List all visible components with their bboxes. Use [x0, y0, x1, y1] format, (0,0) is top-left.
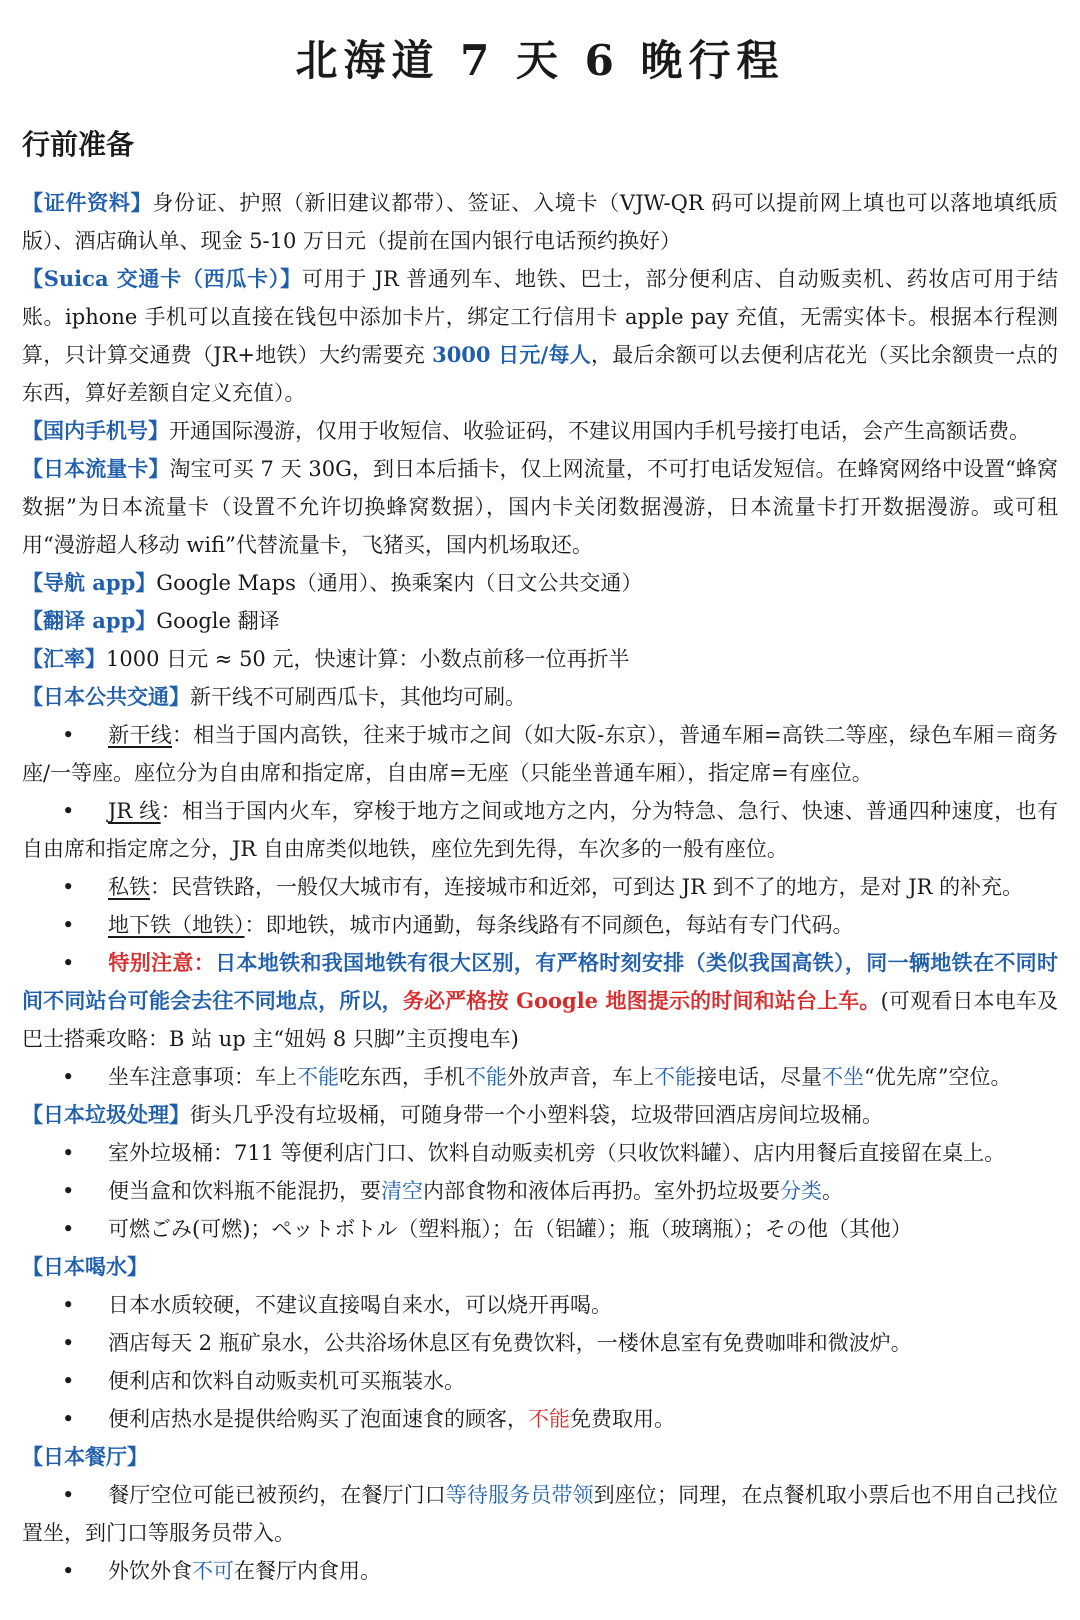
suica-tag: 【Suica 交通卡（西瓜卡）】: [22, 266, 302, 291]
ride-highlight-3: 不能: [654, 1065, 696, 1089]
restaurant-item-2-text-2: 在餐厅内食用。: [234, 1559, 381, 1583]
water-item-4-highlight: 不能: [528, 1407, 570, 1431]
trash-paragraph: [22, 1096, 1058, 1134]
section-heading: 行前准备: [22, 128, 135, 161]
list-item: [22, 1210, 1058, 1248]
trash-item-3: 可燃ごみ(可燃)；ペットボトル（塑料瓶）；缶（铝罐）；瓶（玻璃瓶）；その他（其他）: [108, 1217, 912, 1241]
list-item: [22, 1400, 1058, 1438]
ride-highlight-2: 不能: [465, 1065, 507, 1089]
bullet-icon: •: [62, 1141, 75, 1165]
nav-text: Google Maps（通用）、换乘案内（日文公共交通）: [156, 571, 643, 595]
bullet-icon: •: [62, 1293, 75, 1317]
list-item: [22, 1324, 1058, 1362]
transport-desc: ：相当于国内高铁，往来于城市之间（如大阪-东京），普通车厢=高铁二等座，绿色车厢＝商务座/一等座。座位分为自由席和指定席，自由席=无座（只能坐普通车厢），指定席=有座位。: [22, 723, 1058, 785]
trash-item-2-text-3: 。: [822, 1179, 843, 1203]
suica-text-2: ，最后余额可以去便利店花光（买比余额贵一点的东西，算好差额自定义充值）。: [22, 343, 1059, 405]
trash-text: 街头几乎没有垃圾桶，可随身带一个小塑料袋，垃圾带回酒店房间垃圾桶。: [190, 1103, 883, 1127]
transport-term: 地下铁（地铁）: [108, 913, 245, 937]
list-item: [22, 906, 1058, 944]
transport-desc: ：即地铁，城市内通勤，每条线路有不同颜色，每站有专门代码。: [244, 913, 854, 937]
page-title: 北海道 7 天 6 晚行程: [295, 36, 785, 85]
docs-paragraph: [22, 184, 1058, 260]
docs-tag: 【证件资料】: [22, 190, 153, 215]
ride-text-4: 接电话，尽量: [696, 1065, 822, 1089]
transport-tag: 【日本公共交通】: [22, 684, 190, 709]
rate-text: 1000 日元 ≈ 50 元，快速计算：小数点前移一位再折半: [106, 647, 630, 671]
trash-item-2-highlight-2: 分类: [780, 1179, 822, 1203]
ride-highlight-1: 不能: [297, 1065, 339, 1089]
restaurant-item-1-text-2: 到座位；同理，在点餐机取小票后也不用自己找位置坐，到门口等服务员带入。: [22, 1483, 1059, 1545]
transport-paragraph: [22, 678, 1058, 716]
bullet-icon: •: [62, 1331, 75, 1355]
restaurant-item-2-text-1: 外饮外食: [108, 1559, 192, 1583]
transport-text: 新干线不可刷西瓜卡，其他均可刷。: [190, 685, 526, 709]
list-item: [22, 1134, 1058, 1172]
restaurant-item-2-highlight: 不可: [192, 1559, 234, 1583]
list-item: [22, 792, 1058, 868]
cn-phone-tag: 【国内手机号】: [22, 418, 169, 443]
trash-tag: 【日本垃圾处理】: [22, 1102, 190, 1127]
trash-item-2-highlight-1: 清空: [381, 1179, 423, 1203]
transport-term: 新干线: [108, 723, 173, 747]
bullet-icon: •: [62, 799, 75, 823]
suica-paragraph: [22, 260, 1058, 412]
rate-paragraph: [22, 640, 1058, 678]
water-item-4-text-2: 免费取用。: [570, 1407, 675, 1431]
ride-text-3: 外放声音，车上: [507, 1065, 654, 1089]
water-paragraph: [22, 1248, 1058, 1286]
warning-text-1: 日本地铁和我国地铁有很大区别，有严格时刻安排（类似我国高铁），同一辆地铁在不同时间不同站台可能会去往不同地点，所以，: [22, 950, 1059, 1013]
jp-data-paragraph: [22, 450, 1058, 564]
water-item: 酒店每天 2 瓶矿泉水，公共浴场休息区有免费饮料，一楼休息室有免费咖啡和微波炉。: [108, 1331, 912, 1355]
bullet-icon: •: [62, 1483, 75, 1507]
transport-term: 私铁: [108, 875, 150, 899]
restaurant-tag: 【日本餐厅】: [22, 1444, 148, 1469]
water-item: 日本水质较硬，不建议直接喝自来水，可以烧开再喝。: [108, 1293, 612, 1317]
list-item: [22, 1058, 1058, 1096]
bullet-icon: •: [62, 875, 75, 899]
cn-phone-paragraph: [22, 412, 1058, 450]
nav-paragraph: [22, 564, 1058, 602]
list-item: [22, 868, 1058, 906]
bullet-icon: •: [62, 1217, 75, 1241]
bullet-icon: •: [62, 951, 75, 975]
suica-text-1: 可用于 JR 普通列车、地铁、巴士，部分便利店、自动贩卖机、药妆店可用于结账。iphone 手机可以直接在钱包中添加卡片，绑定工行信用卡 apple pay 充值，无需实体卡。根据本行程测算，只计算交通费（JR+地铁）大约需要充: [22, 267, 1059, 367]
list-item: [22, 1362, 1058, 1400]
bullet-icon: •: [62, 1369, 75, 1393]
bullet-icon: •: [62, 1559, 75, 1583]
bullet-icon: •: [62, 1407, 75, 1431]
suica-amount: 3000 日元/每人: [432, 342, 591, 367]
restaurant-item-1-text-1: 餐厅空位可能已被预约，在餐厅门口: [108, 1483, 446, 1507]
translate-text: Google 翻译: [156, 609, 280, 633]
docs-text: 身份证、护照（新旧建议都带）、签证、入境卡（VJW-QR 码可以提前网上填也可以落地填纸质版）、酒店确认单、现金 5-10 万日元（提前在国内银行电话预约换好）: [22, 191, 1059, 253]
ride-highlight-4: 不坐: [822, 1065, 864, 1089]
ride-text-2: 吃东西，手机: [339, 1065, 465, 1089]
rate-tag: 【汇率】: [22, 646, 106, 671]
water-item-4-text-1: 便利店热水是提供给购买了泡面速食的顾客，: [108, 1407, 528, 1431]
water-item: 便利店和饮料自动贩卖机可买瓶装水。: [108, 1369, 465, 1393]
translate-paragraph: [22, 602, 1058, 640]
translate-tag: 【翻译 app】: [22, 608, 157, 633]
cn-phone-text: 开通国际漫游，仅用于收短信、收验证码，不建议用国内手机号接打电话，会产生高额话费。: [169, 419, 1030, 443]
water-tag: 【日本喝水】: [22, 1254, 148, 1279]
ride-text-5: “优先席”空位。: [864, 1065, 1012, 1089]
list-item: [22, 1476, 1058, 1552]
list-item: [22, 1286, 1058, 1324]
list-item: [22, 1172, 1058, 1210]
bullet-icon: •: [62, 913, 75, 937]
warning-label: 特别注意：: [108, 950, 216, 975]
trash-item-1: 室外垃圾桶：711 等便利店门口、饮料自动贩卖机旁（只收饮料罐）、店内用餐后直接留在桌上。: [108, 1141, 1006, 1165]
transport-desc: ：民营铁路，一般仅大城市有，连接城市和近郊，可到达 JR 到不了的地方，是对 JR 的补充。: [150, 875, 1024, 899]
restaurant-paragraph: [22, 1438, 1058, 1476]
bullet-icon: •: [62, 723, 75, 747]
nav-tag: 【导航 app】: [22, 570, 157, 595]
list-item: [22, 1552, 1058, 1590]
restaurant-item-1-highlight: 等待服务员带领: [445, 1483, 594, 1507]
ride-text-1: 坐车注意事项：车上: [108, 1065, 297, 1089]
bullet-icon: •: [62, 1065, 75, 1089]
trash-item-2-text-1: 便当盒和饮料瓶不能混扔，要: [108, 1179, 381, 1203]
warning-text-3: (可观看日本电车及巴士搭乘攻略：B 站 up 主“妞妈 8 只脚”主页搜电车): [22, 989, 1059, 1051]
trash-item-2-text-2: 内部食物和液体后再扔。室外扔垃圾要: [423, 1179, 780, 1203]
list-item-warning: [22, 944, 1058, 1058]
bullet-icon: •: [62, 1179, 75, 1203]
list-item: [22, 716, 1058, 792]
jp-data-tag: 【日本流量卡】: [22, 456, 170, 481]
transport-desc: ：相当于国内火车，穿梭于地方之间或地方之内，分为特急、急行、快速、普通四种速度，也有自由席和指定席之分，JR 自由席类似地铁，座位先到先得，车次多的一般有座位。: [22, 799, 1058, 861]
warning-text-2: 务必严格按 Google 地图提示的时间和站台上车。: [402, 988, 881, 1013]
transport-term: JR 线: [108, 799, 161, 823]
jp-data-text: 淘宝可买 7 天 30G，到日本后插卡，仅上网流量，不可打电话发短信。在蜂窝网络中设置“蜂窝数据”为日本流量卡（设置不允许切换蜂窝数据），国内卡关闭数据漫游，日本流量卡打开数据漫游。或可租用“漫游超人移动 wifi”代替流量卡，飞猪买，国内机场取还。: [22, 457, 1058, 557]
